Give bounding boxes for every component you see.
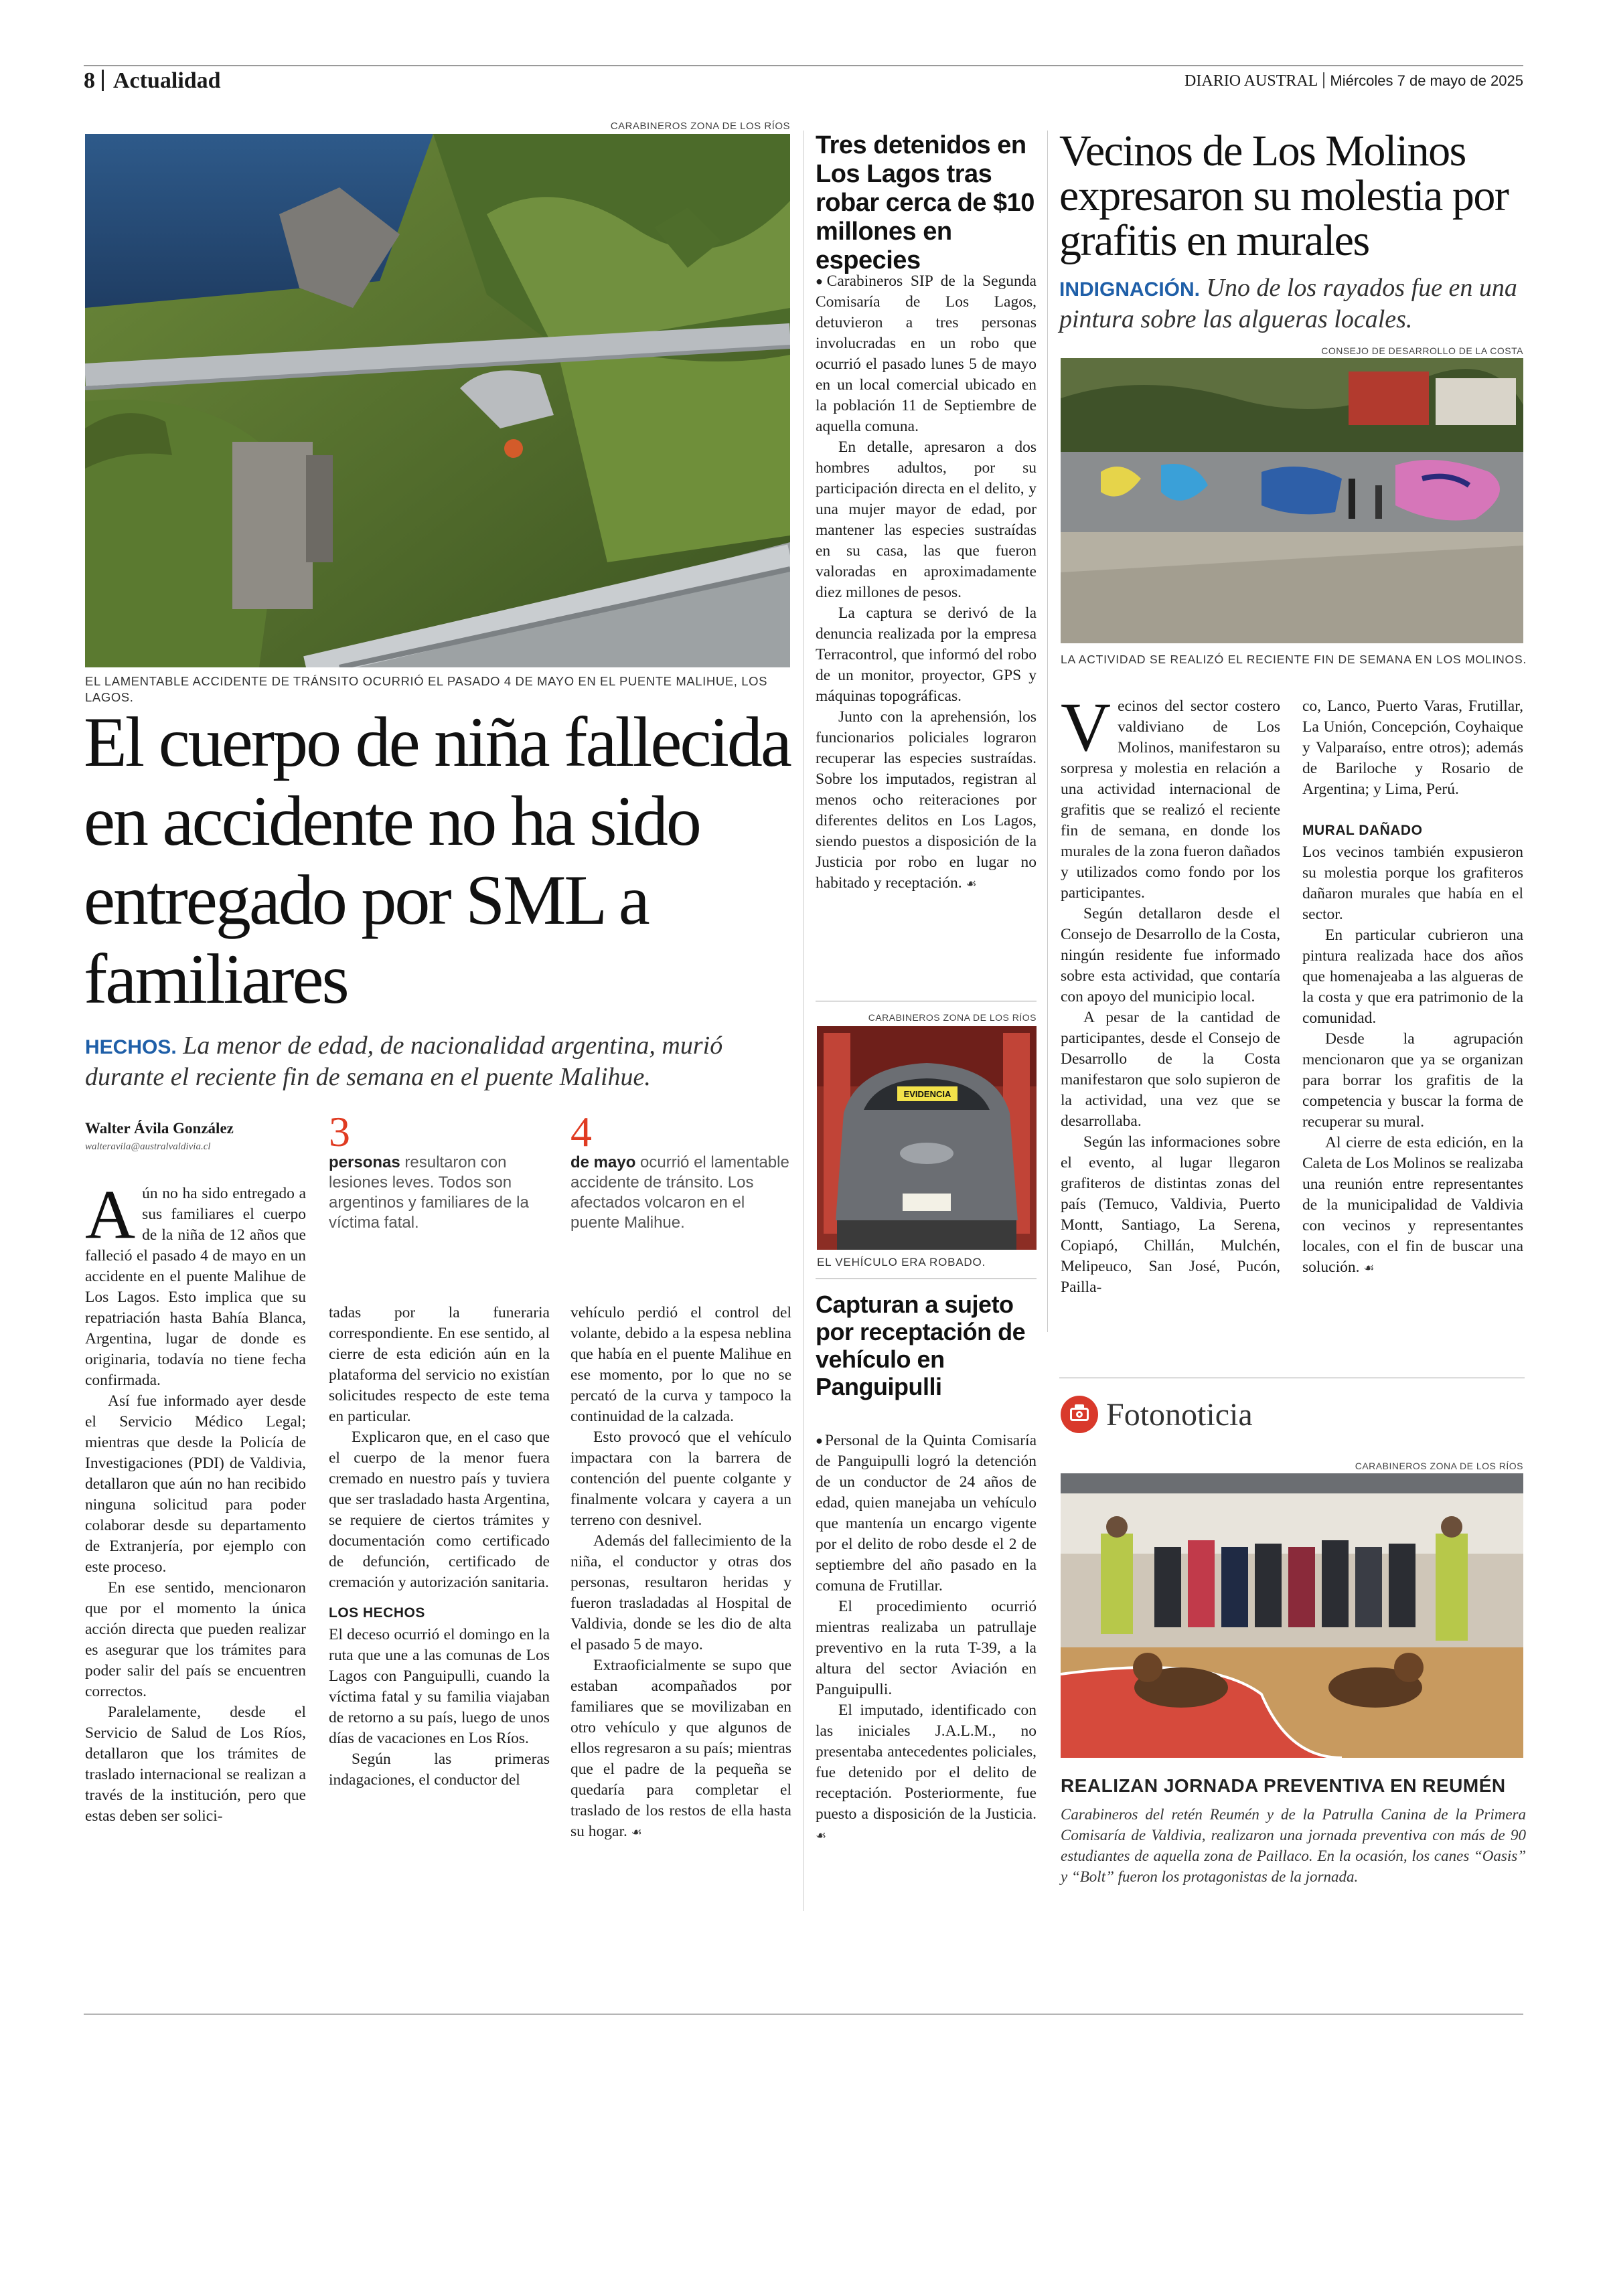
stat-2-number: 4 — [570, 1108, 592, 1155]
receptacion-body — [816, 1430, 1037, 1846]
stat-box-2 — [570, 1108, 791, 1233]
accident-photo — [85, 134, 790, 667]
vehicle-photo-caption: EL VEHÍCULO ERA ROBADO. — [817, 1256, 986, 1268]
receptacion-paragraph — [816, 1700, 1037, 1846]
detenidos-paragraph: En detalle, apresaron a dos hombres adultos, por su participación directa en el delito, y una mujer mayor de edad, por mantener las especies sustraídas en su casa, las que fueron valoradas en aproximadamente diez millones de pesos. — [816, 438, 1037, 601]
receptacion-paragraph: El procedimiento ocurrió mientras realizaba un patrullaje preventivo en la ruta T-39, a la altura del sector Aviación en Panguipulli. — [816, 1598, 1037, 1698]
detenidos-body — [816, 271, 1037, 894]
molinos-text: ecinos del sector costero valdiviano de Los Molinos, manifestaron su sorpresa y molestia en relación a una actividad internacional de grafitis que se realizó el reciente fin de semana, en donde los murales de la zona fueron dañados y utilizados como fondo por los participantes. — [1061, 698, 1280, 902]
main-body-paragraph: vehículo perdió el control del volante, debido a la espesa neblina que había en el puente Malihue en ese momento, por lo que no se percató de la curva y tampoco la continuidad de la calzada. — [570, 1304, 791, 1425]
main-body-text: Extraoficialmente se supo que estaban acompañados por familiares que se movilizaban en otro vehículo y que algunos de ellos regresaron a su país; mientras que el padre de la pequeña se quedaría para completar el traslado de los restos de ella hasta su hogar. — [570, 1657, 791, 1840]
accident-photo-image — [85, 134, 790, 667]
bullet-icon: ● — [816, 1434, 825, 1447]
mural-photo — [1061, 358, 1523, 643]
end-mark-icon: ☙ — [631, 1825, 642, 1839]
header-top-rule — [84, 65, 1523, 66]
molinos-dek — [1059, 273, 1528, 334]
main-body-col-2 — [329, 1303, 550, 1791]
publication-name — [1184, 72, 1523, 90]
molinos-paragraph: Según las informaciones sobre el evento, al lugar llegaron grafiteros de distintas zonas del país (Temuco, Valdivia, Puerto Montt, Santiago, La Serena, Copiapó, Chillán, Mulchén, Melipeuco, San José, Pucón, Pailla- — [1061, 1133, 1280, 1296]
footer-rule — [84, 2014, 1523, 2015]
molinos-paragraph: En particular cubrieron una pintura realizada hace dos años que homenajeaba a las algueras de la costa y que era patrimonio de la comunidad. — [1302, 926, 1523, 1027]
molinos-paragraph: Los vecinos también expusieron su molestia porque los grafiteros dañaron murales que había en el sector. — [1302, 843, 1523, 923]
detenidos-text: Carabineros SIP de la Segunda Comisaría de Los Lagos, detuvieron a tres personas involucradas en un robo que ocurrió el pasado lunes 5 de mayo en un local comercial ubicado en la población 11 de Septiembre de aquella comuna. — [816, 272, 1037, 435]
main-body-col-3 — [570, 1303, 791, 1843]
receptacion-text: Personal de la Quinta Comisaría de Panguipulli logró la detención de un conductor de 24 años de edad, quien manejaba un vehículo que mantenía un encargo vigente por el delito de robo desde el 2 de septiembre del año pasado en la comuna de Frutillar. — [816, 1432, 1037, 1594]
main-body-paragraph: Explicaron que, en el caso que el cuerpo de la menor fuera cremado en nuestro país y tuviera que ser trasladado hasta Argentina, se requiere de ciertos trámites y documentación como certificado de defunción, certificado de cremación y autorización sanitaria. — [329, 1428, 550, 1591]
molinos-paragraph: Según detallaron desde el Consejo de Desarrollo de la Costa, ningún residente fue informado sobre esta actividad, que contaría con apoyo del municipio local. — [1061, 905, 1280, 1005]
vehicle-photo — [817, 1026, 1037, 1250]
molinos-photo-caption: LA ACTIVIDAD SE REALIZÓ EL RECIENTE FIN DE SEMANA EN LOS MOLINOS. — [1061, 653, 1527, 666]
header-separator — [102, 70, 104, 91]
stat-1-number: 3 — [329, 1108, 350, 1155]
stat-box-1 — [329, 1108, 550, 1233]
receptacion-headline: Capturan a sujeto por receptación de vehículo en Panguipulli — [816, 1291, 1026, 1400]
main-body-paragraph: El deceso ocurrió el domingo en la ruta que une a las comunas de Los Lagos con Panguipulli, cuando la víctima fatal y su familia viajaban de retorno a su país, luego de unos días de vacaciones en Los Ríos. — [329, 1626, 550, 1747]
receptacion-paragraph — [816, 1430, 1037, 1596]
fotonoticia-title: Fotonoticia — [1106, 1396, 1253, 1432]
main-kicker: HECHOS. — [85, 1036, 177, 1058]
main-body-col-1 — [85, 1176, 306, 1827]
author-name: Walter Ávila González — [85, 1120, 234, 1137]
author-block — [85, 1120, 306, 1153]
detenidos-headline: Tres detenidos en Los Lagos tras robar cerca de $10 millones en especies — [816, 131, 1035, 274]
molinos-photo-credit: CONSEJO DE DESARROLLO DE LA COSTA — [1321, 345, 1523, 356]
main-body-paragraph: Paralelamente, desde el Servicio de Salud de Los Ríos, detallaron que los trámites de traslado internacional se realizan a través de la institución, pero que estas deben ser solici- — [85, 1704, 306, 1825]
main-body-paragraph: En ese sentido, mencionaron que por el momento la única acción directa que pueden realizar es asegurar que los trámites para poder salir del país se encuentren correctos. — [85, 1579, 306, 1700]
detenidos-paragraph — [816, 271, 1037, 437]
main-photo-caption: EL LAMENTABLE ACCIDENTE DE TRÁNSITO OCURRIÓ EL PASADO 4 DE MAYO EN EL PUENTE MALIHUE, LOS LAGOS. — [85, 674, 768, 704]
molinos-dek-text: Uno de los rayados fue en una pintura sobre las algueras locales. — [1059, 274, 1517, 333]
molinos-text: Al cierre de esta edición, en la Caleta de Los Molinos se realizaba una reunión entre representantes de la municipalidad de Valdivia con vecinos y representantes locales, con el fin de buscar una solución. — [1302, 1134, 1523, 1276]
fotonoticia-caption: Carabineros del retén Reumén y de la Patrulla Canina de la Primera Comisaría de Valdivia, realizaron una jornada preventiva con más de 90 estudiantes de aquella zona de Paillaco. En la ocasión, los canes “Oasis” y “Bolt” fueron los protagonistas de la jornada. — [1061, 1806, 1526, 1885]
fotonoticia-photo — [1061, 1473, 1523, 1758]
molinos-paragraph: A pesar de la cantidad de participantes, desde el Consejo de Desarrollo de la Costa manifestaron que solo supieron de la actividad, una vez que se desarrollaba. — [1061, 1009, 1280, 1130]
main-body-paragraph — [570, 1655, 791, 1843]
main-headline: El cuerpo de niña fallecida en accidente no ha sido entregado por SML a familiares — [84, 703, 790, 1018]
main-subhead: LOS HECHOS — [329, 1605, 425, 1621]
stat-2-body: ocurrió el lamentable accidente de tránsito. Los afectados volcaron en el puente Malihue. — [570, 1153, 789, 1232]
stat-2-bold: de mayo — [570, 1153, 636, 1171]
publication-date: Miércoles 7 de mayo de 2025 — [1330, 72, 1523, 89]
end-mark-icon: ☙ — [1363, 1261, 1375, 1275]
end-mark-icon: ☙ — [966, 877, 977, 891]
vehicle-photo-credit: CARABINEROS ZONA DE LOS RÍOS — [868, 1012, 1037, 1023]
stat-1-body: resultaron con lesiones leves. Todos son argentinos y familiares de la víctima fatal. — [329, 1153, 529, 1232]
detenidos-paragraph: La captura se derivó de la denuncia realizada por la empresa Terracontrol, que informó del robo de un monitor, proyector, GPS y máquinas topográficas. — [816, 604, 1037, 705]
date-separator — [1323, 72, 1324, 88]
main-dek-text: La menor de edad, de nacionalidad argentina, murió durante el reciente fin de semana en el puente Malihue. — [85, 1032, 723, 1091]
main-dek — [85, 1031, 795, 1092]
fotonoticia-headline: REALIZAN JORNADA PREVENTIVA EN REUMÉN — [1061, 1775, 1506, 1796]
main-photo-credit: CARABINEROS ZONA DE LOS RÍOS — [610, 120, 790, 132]
camera-icon — [1061, 1396, 1098, 1433]
receptacion-text: El imputado, identificado con las iniciales J.A.L.M., no presentaba antecedentes policiales, fue detenido por el delito de receptación. Posteriormente, fue puesto a disposición de la Justicia. — [816, 1702, 1037, 1823]
stat-1-text — [329, 1153, 550, 1233]
molinos-headline: Vecinos de Los Molinos expresaron su molestia por grafitis en murales — [1059, 127, 1509, 265]
main-dropcap: A — [85, 1176, 136, 1253]
mural-photo-image — [1061, 358, 1523, 643]
page-number: 8 — [84, 68, 95, 93]
fotonoticia-credit: CARABINEROS ZONA DE LOS RÍOS — [1355, 1461, 1523, 1471]
stat-2-text — [570, 1153, 791, 1233]
molinos-body-col-2 — [1302, 696, 1523, 1279]
main-body-paragraph — [85, 1176, 306, 1391]
detenidos-text: Junto con la aprehensión, los funcionarios policiales lograron recuperar las especies sustraídas. Sobre los imputados, registran al menos ocho reiteraciones por diferentes delitos en Los Lagos, siendo puestos a disposición de la Justicia por robo en lugar no habitado y receptación. — [816, 708, 1037, 892]
molinos-dropcap: V — [1061, 689, 1112, 766]
vehicle-photo-image — [817, 1026, 1037, 1250]
molinos-paragraph — [1302, 1133, 1523, 1279]
molinos-subhead: MURAL DAÑADO — [1302, 823, 1423, 838]
end-mark-icon: ☙ — [816, 1829, 827, 1843]
main-body-paragraph: Además del fallecimiento de la niña, el conductor y otras dos personas, resultaron heridas y fueron trasladadas al Hospital de Valdivia, donde se les dio de alta el pasado 5 de mayo. — [570, 1532, 791, 1653]
molinos-paragraph: co, Lanco, Puerto Varas, Frutillar, La Unión, Concepción, Coyhaique y Valparaíso, entre otros); además de Bariloche y Rosario de Argentina; y Lima, Perú. — [1302, 698, 1523, 798]
molinos-body-col-1 — [1061, 689, 1280, 1298]
main-body-paragraph: Según las primeras indagaciones, el conductor del — [329, 1750, 550, 1789]
bullet-icon: ● — [816, 274, 827, 288]
page-header — [84, 67, 1523, 96]
detenidos-paragraph — [816, 707, 1037, 894]
molinos-kicker: INDIGNACIÓN. — [1059, 278, 1200, 301]
molinos-paragraph: Desde la agrupación mencionaron que ya se organizan para borrar los grafitis de la competencia y buscar la forma de recuperar su mural. — [1302, 1030, 1523, 1131]
molinos-paragraph — [1061, 689, 1280, 904]
fotonoticia-photo-image — [1061, 1473, 1523, 1758]
main-body-paragraph: Así fue informado ayer desde el Servicio Médico Legal; mientras que desde la Policía de Investigaciones (PDI) de Valdivia, detallaron que aún no han recibido ninguna solicitud para poder colaborar desde su departamento de Extranjería, por ejemplo con este proceso. — [85, 1392, 306, 1576]
fotonoticia-label — [1061, 1396, 1253, 1436]
author-email: walteravila@australvaldivia.cl — [85, 1141, 211, 1152]
section-name: Actualidad — [113, 68, 221, 93]
main-body-paragraph: Esto provocó que el vehículo impactara con la barrera de contención del puente colgante y finalmente volcara y cayera a un terreno con desnivel. — [570, 1428, 791, 1529]
main-body-text: ún no ha sido entregado a sus familiares el cuerpo de la niña de 12 años que falleció el pasado 4 de mayo en un accidente en el puente Malihue de Los Lagos. Esto implica que su repatriación hasta Bahía Blanca, Argentina, lugar de donde es originaria, todavía no tiene fecha confirmada. — [85, 1185, 306, 1389]
main-body-paragraph: tadas por la funeraria correspondiente. En ese sentido, al cierre de esta edición aún en la plataforma del servicio no existían solicitudes respecto de este tema en particular. — [329, 1304, 550, 1425]
publication-title: DIARIO AUSTRAL — [1184, 72, 1318, 90]
column-divider — [1047, 131, 1048, 1332]
evidence-sign-label: EVIDENCIA — [903, 1089, 951, 1099]
stat-1-bold: personas — [329, 1153, 400, 1171]
